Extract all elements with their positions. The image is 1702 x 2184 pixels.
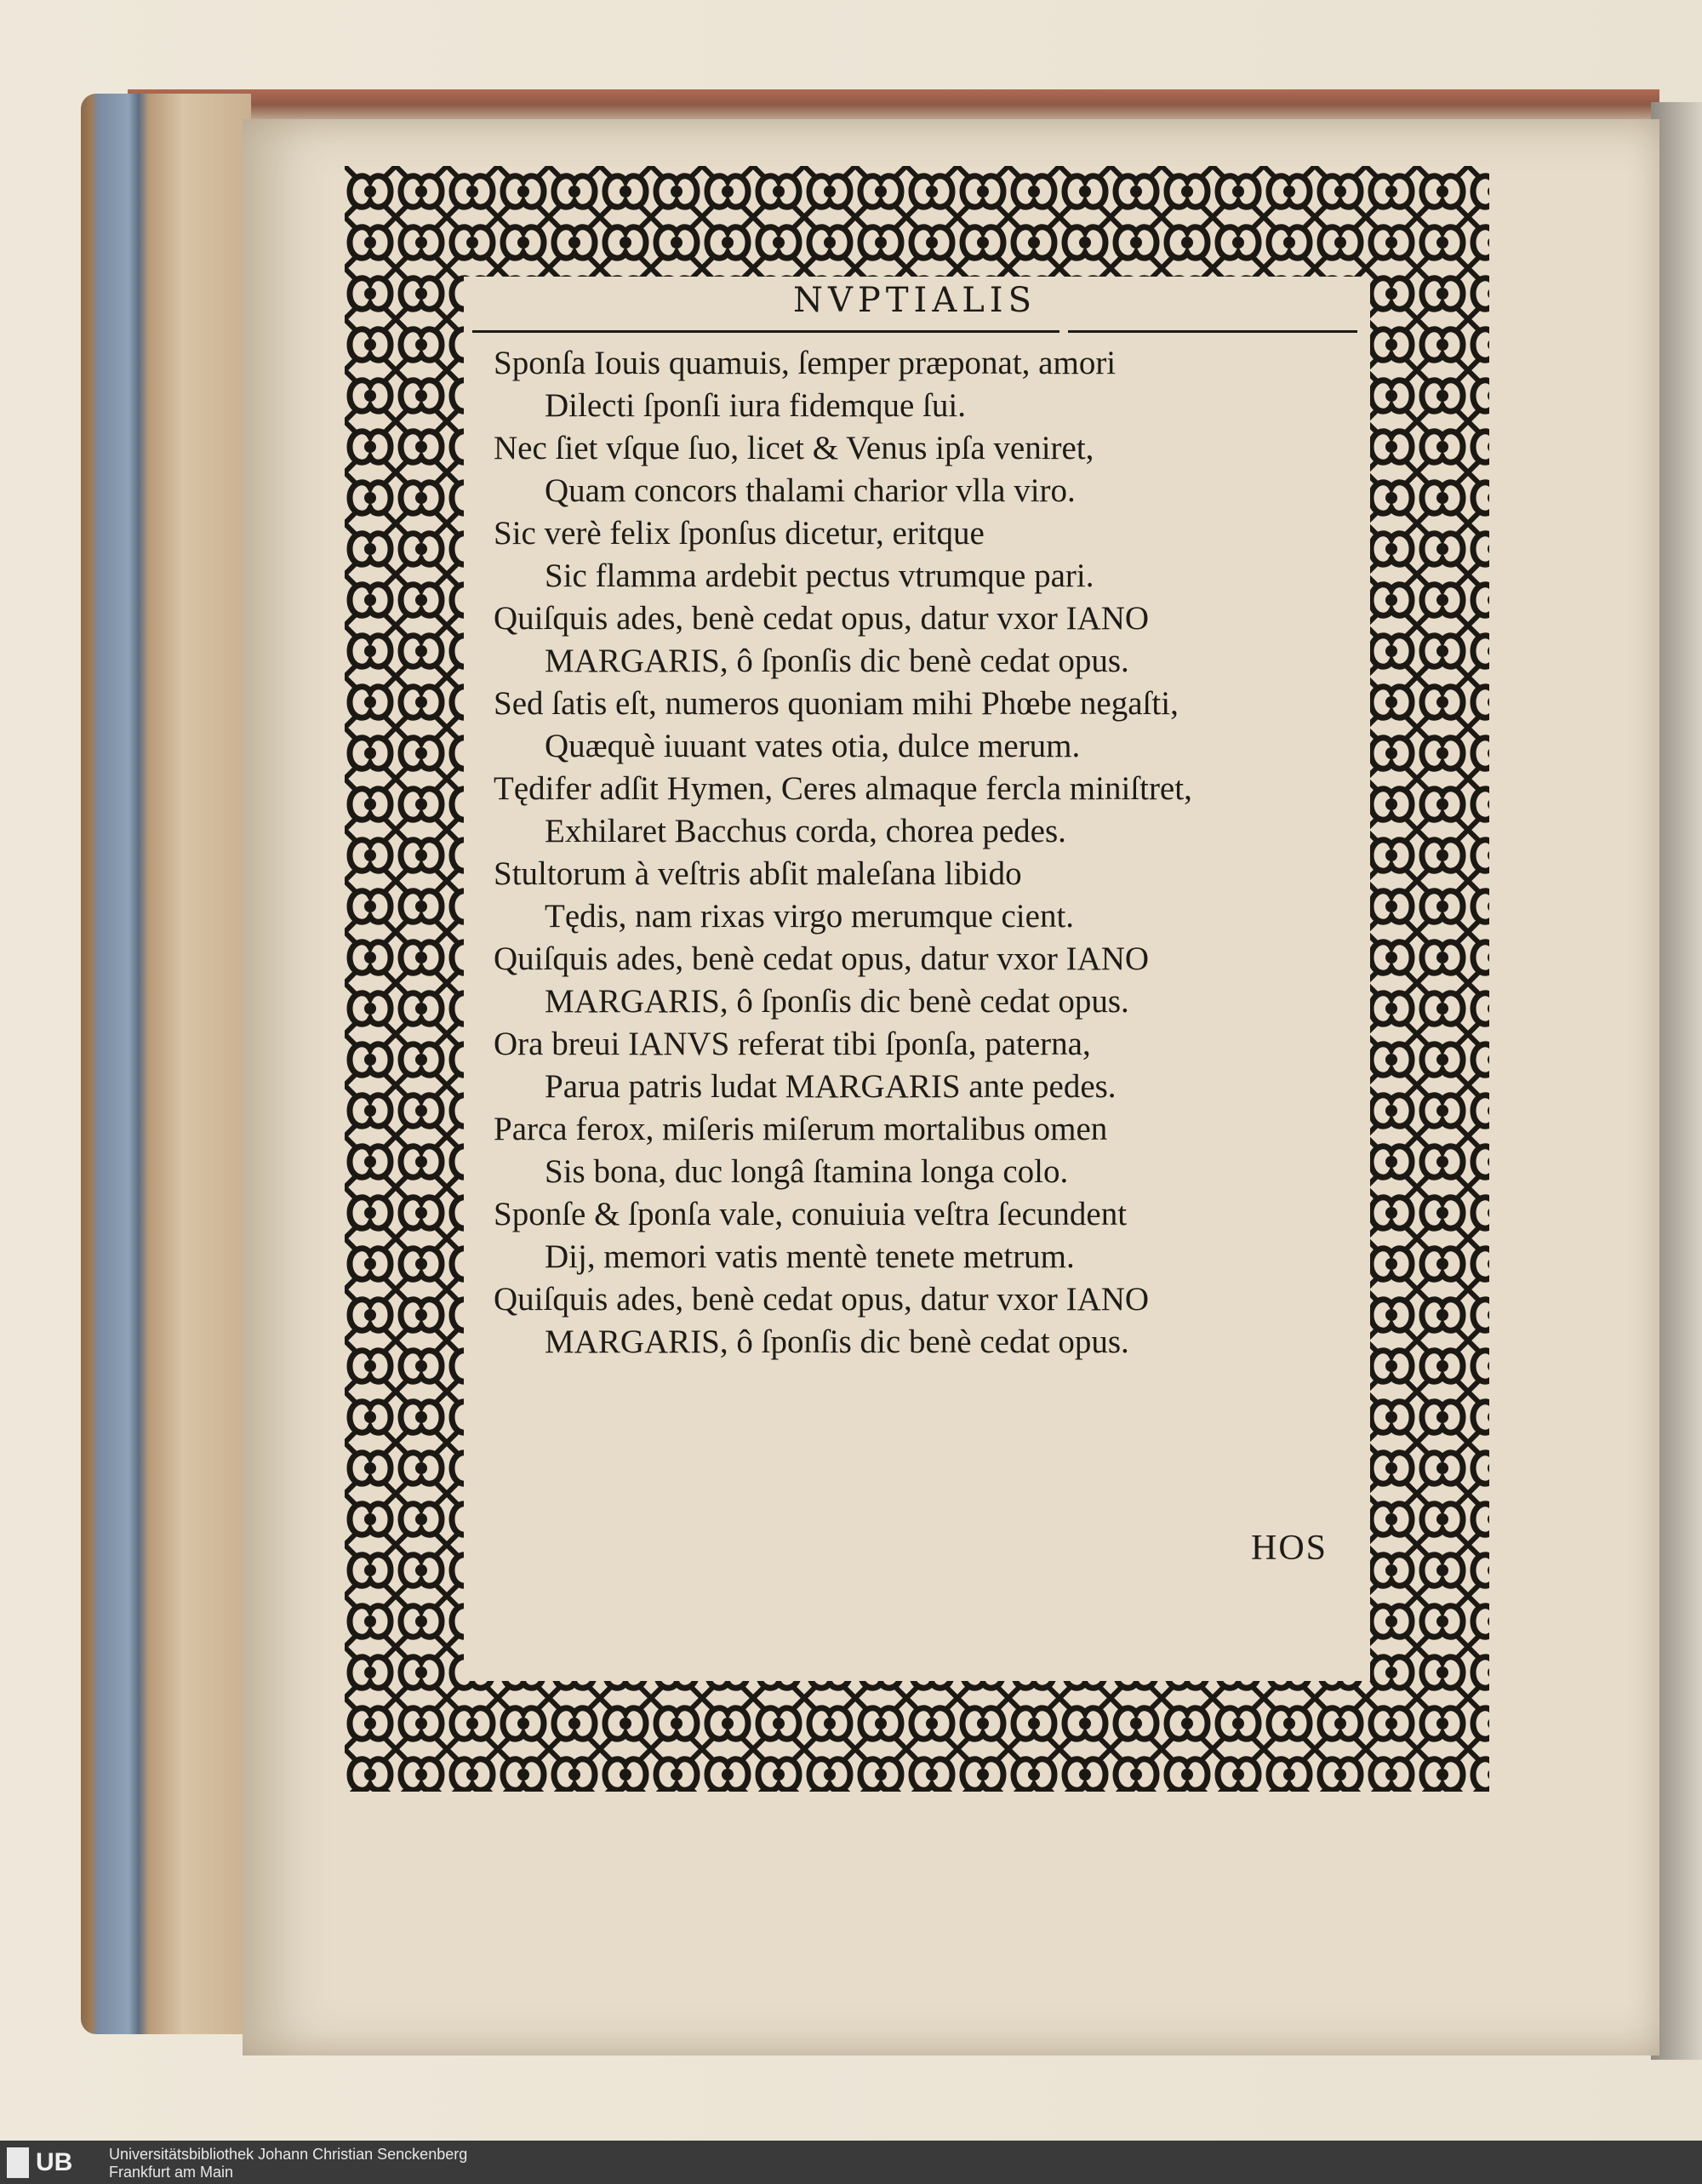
verse-line: Stultorum à veſtris abſit maleſana libido (494, 855, 1022, 892)
verse-line: Quam concors thalami charior vlla viro. (545, 472, 1076, 509)
book-top-edge (128, 89, 1659, 123)
verse-line: Quiſquis ades, benè cedat opus, datur vxor IANO (494, 600, 1150, 637)
institution-line-1: Universitätsbibliothek Johann Christian Senckenberg (109, 2146, 468, 2163)
verse-line: Ora breui IANVS referat tibi ſponſa, paterna, (494, 1026, 1091, 1062)
institution-line-2: Frankfurt am Main (109, 2164, 234, 2181)
verse-line: Tędis, nam rixas virgo merumque cient. (545, 898, 1075, 935)
logo-text: UB (36, 2148, 73, 2176)
verse-line: Quæquè iuuant vates otia, dulce merum. (545, 728, 1081, 764)
verse-line: Nec ſiet vſque ſuo, licet & Venus ipſa veniret, (494, 430, 1094, 466)
verse-line: Quiſquis ades, benè cedat opus, datur vxor IANO (494, 1281, 1150, 1318)
catchword: HOS (1251, 1529, 1328, 1568)
head-rule-left (472, 330, 1059, 333)
verse-line: Sic verè felix ſponſus dicetur, eritque (494, 515, 985, 552)
library-logo (7, 2145, 100, 2181)
verse-line: Sponſe & ſponſa vale, conuiuia veſtra ſecundent (494, 1196, 1128, 1232)
verse-line: MARGARIS, ô ſponſis dic benè cedat opus. (545, 643, 1129, 679)
verse-line: Parua patris ludat MARGARIS ante pedes. (545, 1068, 1117, 1105)
head-rule-right (1068, 330, 1357, 333)
verse-line: Sis bona, duc longâ ſtamina longa colo. (545, 1153, 1069, 1190)
verse-line: Dilecti ſponſi iura fidemque ſui. (545, 387, 966, 424)
verse-line: Sponſa Iouis quamuis, ſemper præponat, amori (494, 345, 1117, 381)
verse-line: MARGARIS, ô ſponſis dic benè cedat opus. (545, 983, 1129, 1020)
book-spine-edge (81, 94, 251, 2034)
verse-line: Sed ſatis eſt, numeros quoniam mihi Phœbe negaſti, (494, 685, 1179, 722)
poem-text (494, 342, 1370, 1364)
verse-line: MARGARIS, ô ſponſis dic benè cedat opus. (545, 1324, 1129, 1360)
verse-line: Sic flamma ardebit pectus vtrumque pari. (545, 557, 1094, 594)
verse-line: Tędifer adſit Hymen, Ceres almaque fercla miniſtret, (494, 770, 1192, 807)
running-head: NVPTIALIS (793, 281, 1037, 320)
verse-line: Parca ferox, miſeris miſerum mortalibus omen (494, 1111, 1108, 1147)
verse-line: Exhilaret Bacchus corda, chorea pedes. (545, 813, 1066, 849)
verse-line: Dij, memori vatis mentè tenete metrum. (545, 1238, 1075, 1275)
institution-name (109, 2146, 467, 2181)
verse-line: Quiſquis ades, benè cedat opus, datur vxor IANO (494, 940, 1150, 977)
logo-mark-icon (7, 2147, 29, 2178)
